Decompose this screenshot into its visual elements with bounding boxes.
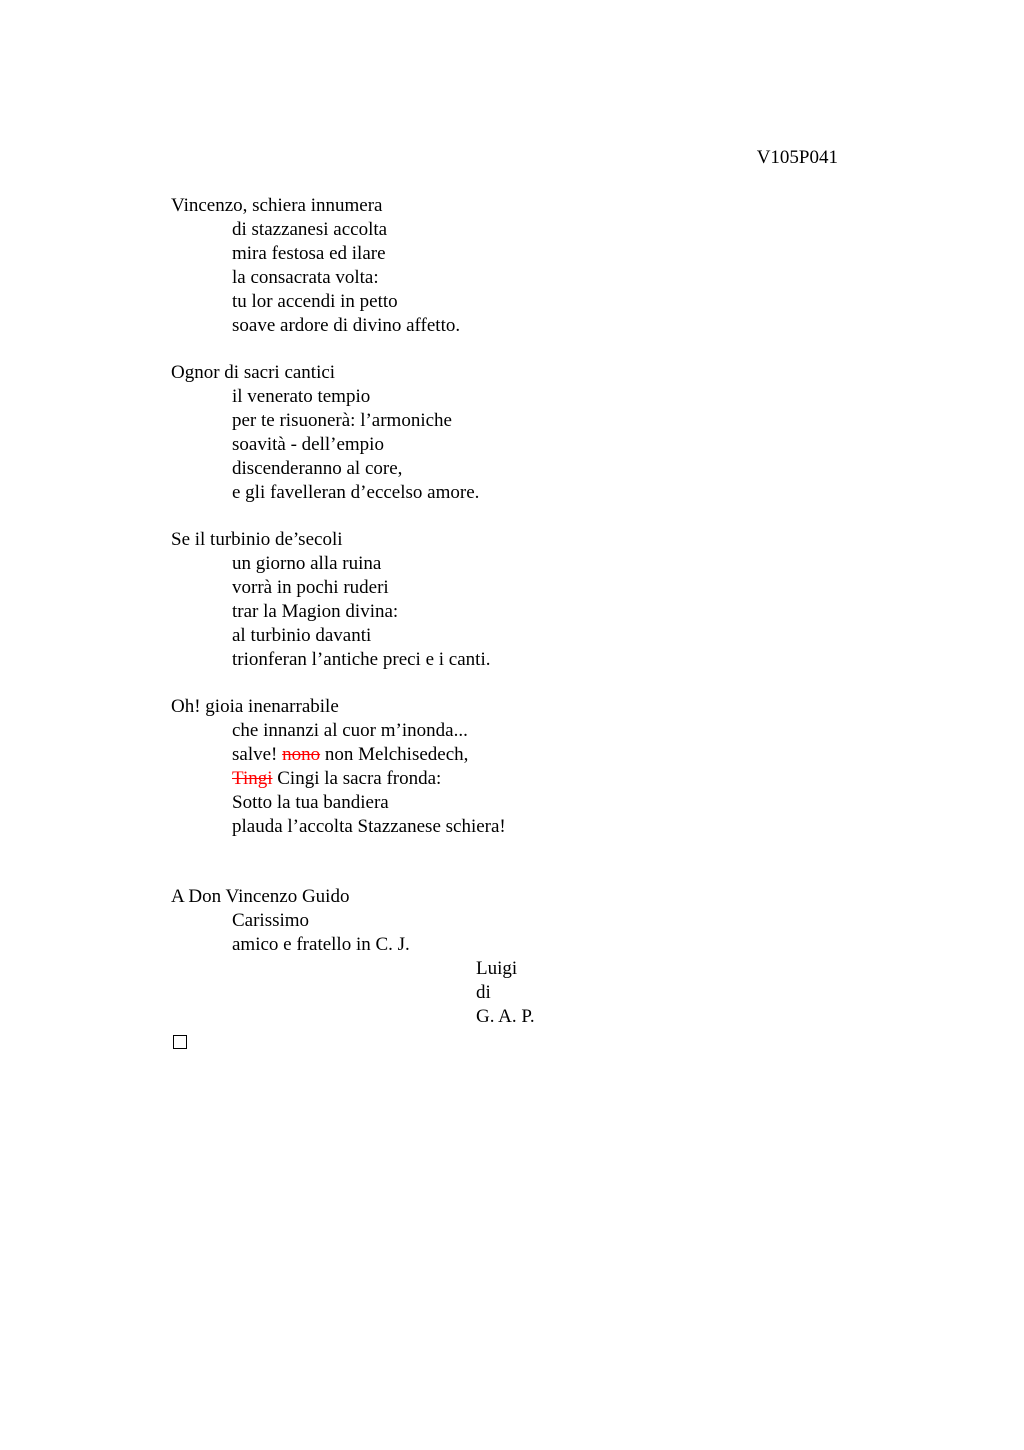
- verse-line: Sotto la tua bandiera: [232, 792, 389, 813]
- struck-word: nono: [282, 744, 321, 765]
- verse-line: tu lor accendi in petto: [232, 291, 398, 312]
- stanza-3: [171, 528, 871, 672]
- dedication: [171, 885, 871, 957]
- dedication-line: Carissimo: [232, 910, 310, 931]
- verse-line: e gli favelleran d’eccelso amore.: [232, 482, 480, 503]
- verse-line: Vincenzo, schiera innumera: [171, 195, 383, 216]
- text-after: non Melchisedech,: [320, 744, 469, 765]
- verse-line: trionferan l’antiche preci e i canti.: [232, 649, 491, 670]
- verse-line: discenderanno al core,: [232, 458, 403, 479]
- stanza-4: [171, 695, 871, 839]
- verse-line-with-correction: [171, 743, 871, 767]
- verse-line: vorrà in pochi ruderi: [232, 577, 389, 598]
- stanza-2: [171, 361, 871, 505]
- signature-line: di: [476, 982, 491, 1003]
- verse-line-with-correction: [171, 767, 871, 791]
- verse-line: per te risuonerà: l’armoniche: [232, 410, 452, 431]
- page-id: V105P041: [756, 147, 838, 168]
- text-before: salve!: [232, 744, 283, 765]
- signature: [171, 957, 871, 1029]
- verse-line: il venerato tempio: [232, 386, 371, 407]
- text-after: Cingi la sacra fronda:: [272, 768, 442, 789]
- verse-line: Oh! gioia inenarrabile: [171, 696, 339, 717]
- verse-line: al turbinio davanti: [232, 625, 372, 646]
- stanza-1: [171, 194, 871, 338]
- verse-line: trar la Magion divina:: [232, 601, 399, 622]
- verse-line: mira festosa ed ilare: [232, 243, 386, 264]
- struck-word: Tingi: [232, 768, 273, 789]
- verse-line: Ognor di sacri cantici: [171, 362, 336, 383]
- dedication-line: amico e fratello in C. J.: [232, 934, 410, 955]
- signature-line: Luigi: [476, 958, 518, 979]
- verse-line: di stazzanesi accolta: [232, 219, 388, 240]
- end-marker: [171, 1029, 871, 1053]
- verse-line: Se il turbinio de’secoli: [171, 529, 343, 550]
- signature-line: G. A. P.: [476, 1006, 535, 1027]
- verse-line: soavità - dell’empio: [232, 434, 384, 455]
- verse-line: un giorno alla ruina: [232, 553, 382, 574]
- verse-line: che innanzi al cuor m’inonda...: [232, 720, 468, 741]
- empty-square-icon: [173, 1035, 187, 1049]
- verse-line: la consacrata volta:: [232, 267, 379, 288]
- verse-line: soave ardore di divino affetto.: [232, 315, 461, 336]
- dedication-line: A Don Vincenzo Guido: [171, 886, 350, 907]
- verse-line: plauda l’accolta Stazzanese schiera!: [232, 816, 506, 837]
- poem: [171, 194, 871, 1053]
